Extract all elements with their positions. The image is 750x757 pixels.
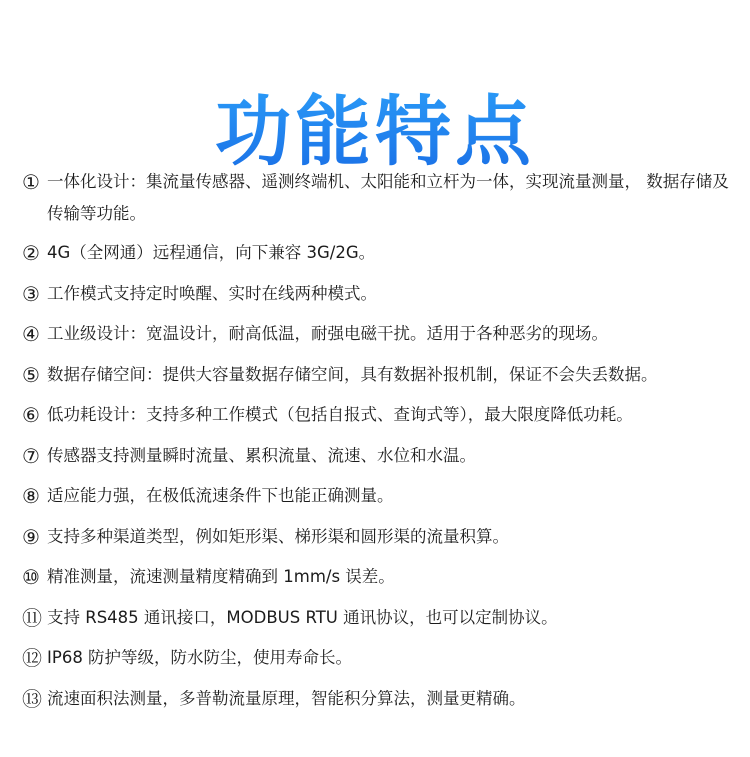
feature-item-9 bbox=[22, 521, 734, 553]
feature-number: ⑤ bbox=[22, 362, 40, 387]
feature-text-line2: 数据存储及传输等功能。 bbox=[47, 172, 729, 223]
feature-text: 支持多种渠道类型，例如矩形渠、梯形渠和圆形渠的流量积算。 bbox=[47, 526, 509, 546]
feature-number: ⑦ bbox=[22, 443, 40, 468]
feature-number: ② bbox=[22, 241, 40, 265]
feature-item-1 bbox=[22, 166, 734, 230]
feature-text-line1: 一体化设计：集流量传感器、遥测终端机、太阳能和立杆为一体，实现流量测量， bbox=[47, 172, 641, 191]
feature-item-8 bbox=[22, 480, 734, 512]
feature-item-12 bbox=[22, 642, 734, 674]
feature-item-7 bbox=[22, 440, 734, 472]
feature-item-10 bbox=[22, 561, 734, 593]
feature-number: ⑧ bbox=[22, 484, 40, 508]
feature-text: 4G（全网通）远程通信，向下兼容 3G/2G。 bbox=[47, 243, 376, 262]
feature-text: 支持 RS485 通讯接口，MODBUS RTU 通讯协议，也可以定制协议。 bbox=[47, 607, 558, 627]
feature-text: 工作模式支持定时唤醒、实时在线两种模式。 bbox=[47, 283, 377, 303]
feature-text: 工业级设计：宽温设计，耐高低温，耐强电磁干扰。适用于各种恶劣的现场。 bbox=[47, 324, 608, 343]
feature-text: 传感器支持测量瞬时流量、累积流量、流速、水位和水温。 bbox=[47, 445, 476, 465]
feature-number: ⑬ bbox=[22, 686, 42, 711]
feature-number: ④ bbox=[22, 322, 40, 346]
feature-number: ③ bbox=[22, 281, 40, 306]
feature-item-5 bbox=[22, 359, 734, 391]
feature-item-6 bbox=[22, 399, 734, 431]
feature-number: ① bbox=[22, 170, 40, 194]
feature-item-11 bbox=[22, 602, 734, 634]
feature-item-13 bbox=[22, 683, 734, 715]
feature-text: 数据存储空间：提供大容量数据存储空间，具有数据补报机制，保证不会失丢数据。 bbox=[47, 364, 658, 384]
feature-number: ⑩ bbox=[22, 565, 40, 589]
feature-item-4 bbox=[22, 318, 734, 350]
feature-number: ⑪ bbox=[22, 605, 42, 630]
feature-text: 适应能力强，在极低流速条件下也能正确测量。 bbox=[47, 486, 394, 505]
feature-text: IP68 防护等级，防水防尘，使用寿命长。 bbox=[47, 648, 353, 667]
feature-text bbox=[47, 166, 734, 230]
feature-number: ⑨ bbox=[22, 524, 40, 549]
feature-number: ⑥ bbox=[22, 403, 40, 427]
feature-text: 流速面积法测量，多普勒流量原理，智能积分算法，测量更精确。 bbox=[47, 688, 526, 708]
feature-list bbox=[22, 166, 734, 723]
feature-text: 精准测量，流速测量精度精确到 1mm/s 误差。 bbox=[47, 567, 395, 586]
feature-number: ⑫ bbox=[22, 646, 42, 670]
feature-item-2 bbox=[22, 237, 734, 269]
page-title: 功能特点 bbox=[0, 87, 750, 177]
feature-text: 低功耗设计：支持多种工作模式（包括自报式、查询式等），最大限度降低功耗。 bbox=[47, 405, 633, 424]
feature-item-3 bbox=[22, 278, 734, 310]
